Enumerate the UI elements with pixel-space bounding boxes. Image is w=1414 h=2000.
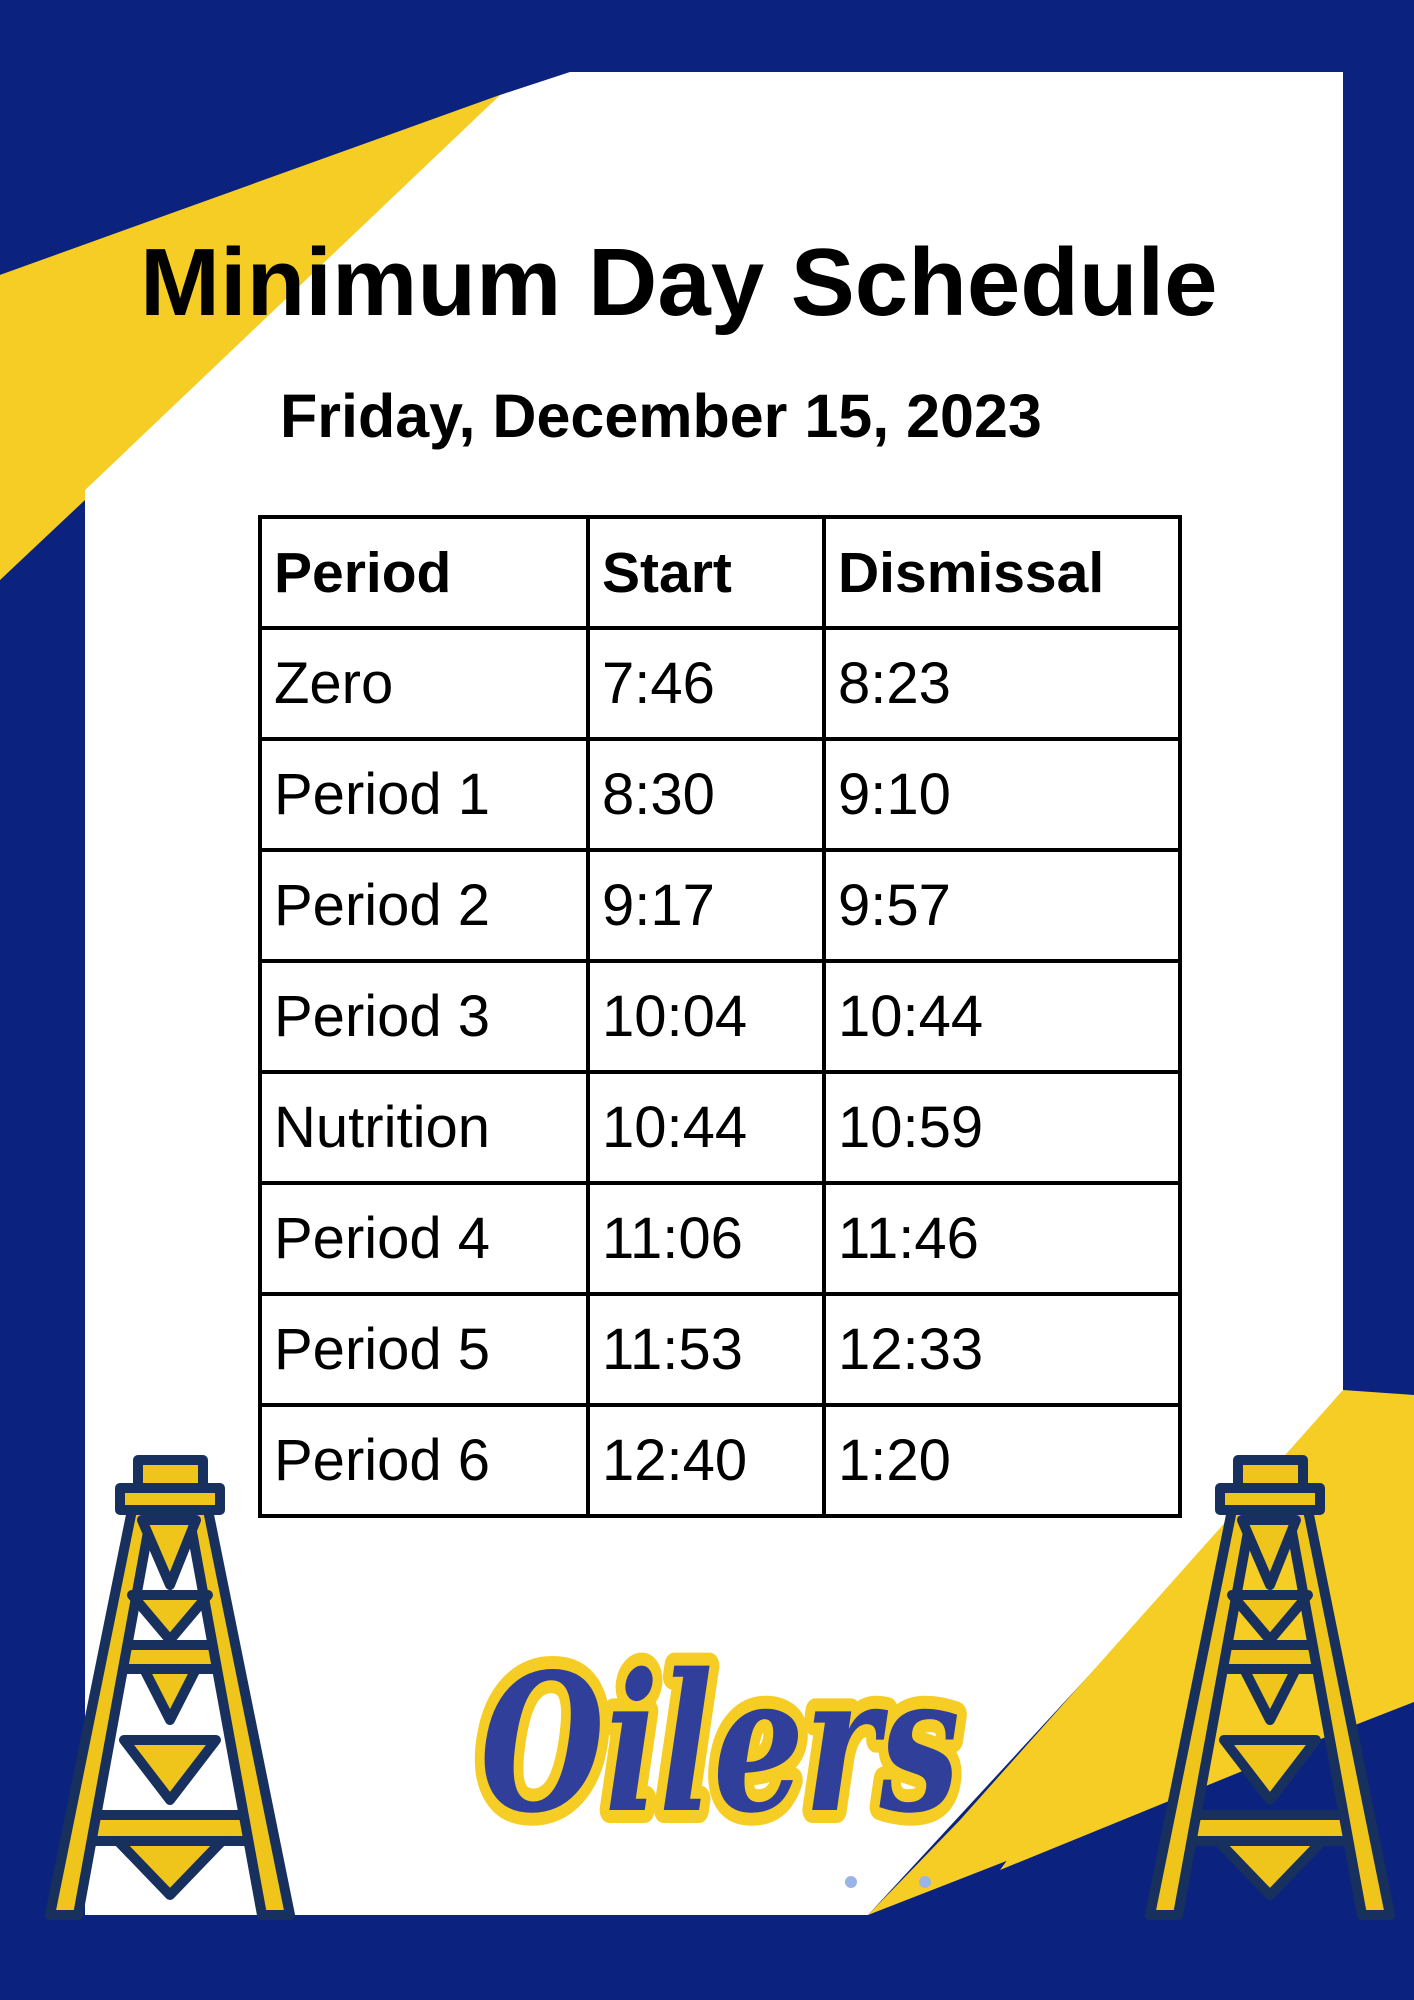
- dot-decoration: [919, 1876, 931, 1888]
- start-time-cell: 11:06: [588, 1183, 824, 1294]
- dismissal-time-cell: 8:23: [824, 628, 1180, 739]
- oilers-wordmark: Oilers: [480, 1632, 960, 1855]
- table-row: [260, 1405, 1180, 1516]
- start-time-cell: 10:44: [588, 1072, 824, 1183]
- start-time-cell: 7:46: [588, 628, 824, 739]
- dot-decoration: [845, 1876, 857, 1888]
- oilers-logo: [455, 1625, 985, 1875]
- period-cell: Zero: [260, 628, 588, 739]
- dismissal-time-cell: 9:57: [824, 850, 1180, 961]
- start-time-cell: 9:17: [588, 850, 824, 961]
- table-row: [260, 1183, 1180, 1294]
- dismissal-time-cell: 10:44: [824, 961, 1180, 1072]
- period-cell: Period 5: [260, 1294, 588, 1405]
- period-cell: Period 2: [260, 850, 588, 961]
- page-title: Minimum Day Schedule: [140, 229, 1218, 336]
- table-row: [260, 628, 1180, 739]
- column-header-dismissal: Dismissal: [824, 517, 1180, 628]
- table-row: [260, 961, 1180, 1072]
- schedule-table: [258, 515, 1182, 1518]
- dismissal-time-cell: 12:33: [824, 1294, 1180, 1405]
- period-cell: Period 1: [260, 739, 588, 850]
- period-cell: Period 4: [260, 1183, 588, 1294]
- schedule-date: Friday, December 15, 2023: [280, 382, 1042, 450]
- start-time-cell: 11:53: [588, 1294, 824, 1405]
- column-header-period: Period: [260, 517, 588, 628]
- start-time-cell: 8:30: [588, 739, 824, 850]
- table-row: [260, 850, 1180, 961]
- period-cell: Period 6: [260, 1405, 588, 1516]
- table-row: [260, 739, 1180, 850]
- period-cell: Nutrition: [260, 1072, 588, 1183]
- table-header-row: [260, 517, 1180, 628]
- dismissal-time-cell: 1:20: [824, 1405, 1180, 1516]
- table-row: [260, 1294, 1180, 1405]
- oilers-wordmark-outline: Oilers: [480, 1632, 960, 1855]
- start-time-cell: 10:04: [588, 961, 824, 1072]
- period-cell: Period 3: [260, 961, 588, 1072]
- start-time-cell: 12:40: [588, 1405, 824, 1516]
- dismissal-time-cell: 10:59: [824, 1072, 1180, 1183]
- dismissal-time-cell: 11:46: [824, 1183, 1180, 1294]
- dismissal-time-cell: 9:10: [824, 739, 1180, 850]
- column-header-start: Start: [588, 517, 824, 628]
- table-row: [260, 1072, 1180, 1183]
